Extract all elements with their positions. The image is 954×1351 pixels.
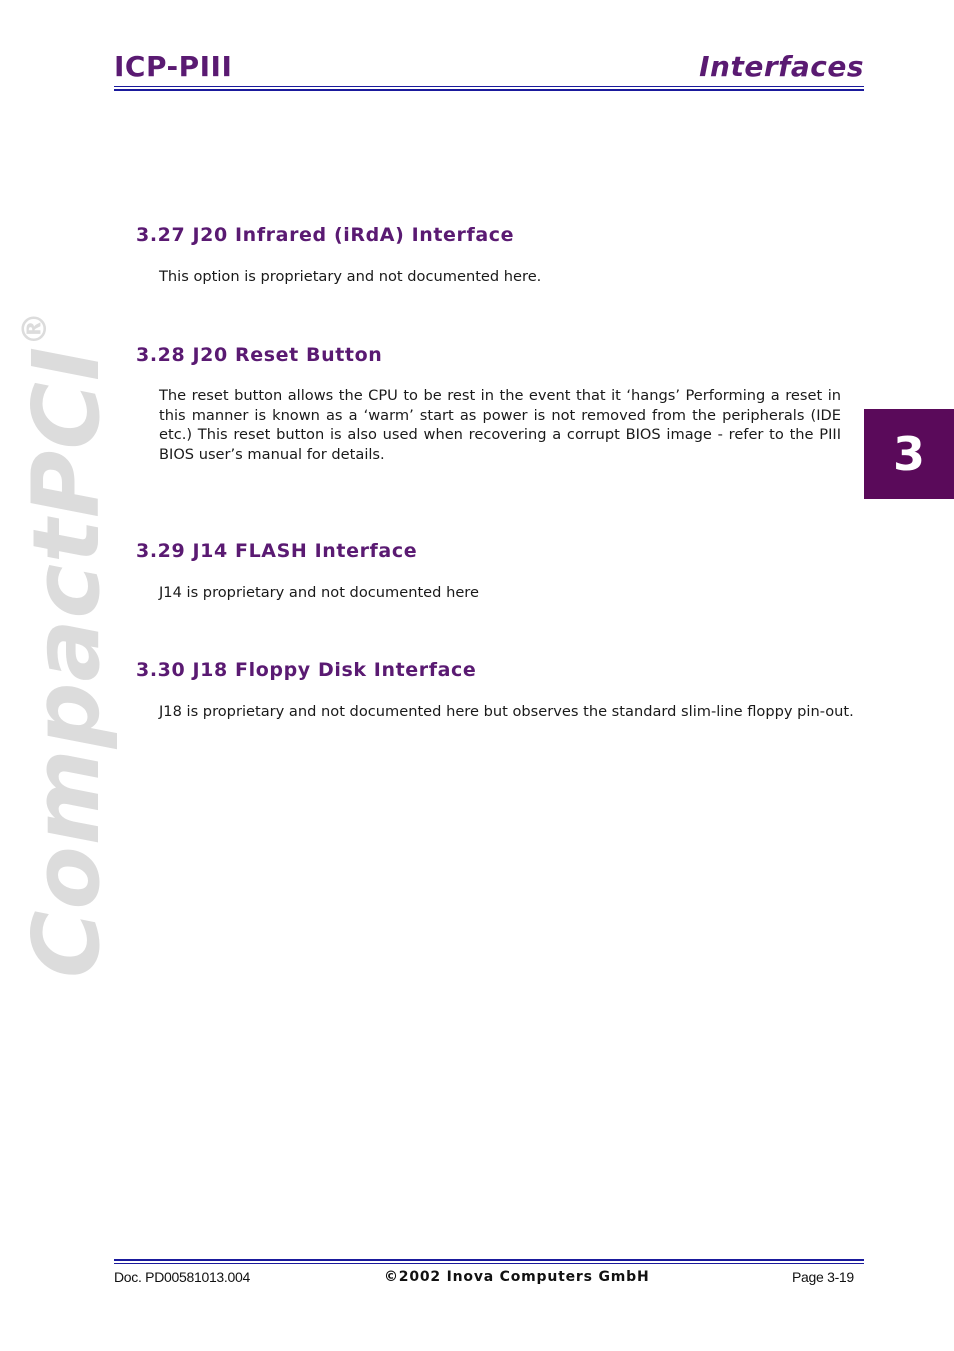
registered-mark: ® [15,310,55,346]
footer-copyright: ©2002 Inova Computers GmbH [384,1269,650,1285]
footer-rule-thick [114,1259,864,1261]
header-section-title: Interfaces [699,50,864,83]
section-heading-reset: 3.28 J20 Reset Button [136,344,383,366]
footer-doc-number: Doc. PD00581013.004 [114,1269,250,1285]
section-body-reset: The reset button allows the CPU to be rest in the event that it ‘hangs’ Performing a reset in this manner is known as a ‘warm’ start as power is not removed from the peripherals (IDE etc.) This reset button is also used when recovering a corrupt BIOS image - refer to the PIII BIOS user’s manual for details. [159,387,841,463]
compactpci-watermark [13,310,120,978]
section-body-floppy: J18 is proprietary and not documented here but observes the standard slim-line floppy pin-out. [159,703,854,720]
header-rule-thin [114,86,864,87]
section-heading-floppy: 3.30 J18 Floppy Disk Interface [136,659,477,681]
section-body-flash: J14 is proprietary and not documented here [159,584,479,601]
chapter-tab: 3 [864,409,954,499]
watermark-text: CompactPCI [13,345,120,978]
section-heading-irda: 3.27 J20 Infrared (iRdA) Interface [136,224,515,246]
footer-page-number: Page 3-19 [792,1269,854,1285]
footer-rule-thin [114,1263,864,1264]
header-rule-thick [114,89,864,91]
section-heading-flash: 3.29 J14 FLASH Interface [136,540,418,562]
header-product-title: ICP-PIII [114,50,233,83]
section-body-irda: This option is proprietary and not documented here. [159,268,542,285]
